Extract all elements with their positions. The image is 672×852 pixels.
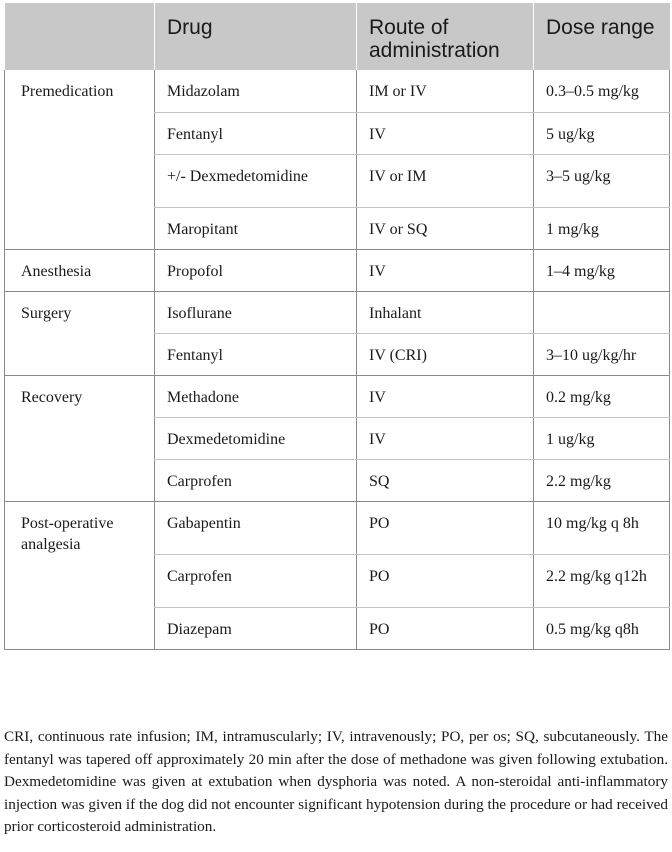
table-row: [5, 501, 670, 554]
dose-cell: [534, 501, 670, 554]
dose-value: 3–5 ug/kg: [546, 167, 611, 185]
route-value: IV: [369, 388, 386, 406]
route-cell: [357, 112, 534, 154]
drug-name: Fentanyl: [167, 346, 223, 364]
drug-name: Diazepam: [167, 620, 232, 638]
drug-name: Maropitant: [167, 220, 239, 238]
dose-value: 1 ug/kg: [546, 430, 595, 448]
dose-value: 0.5 mg/kg q8h: [546, 620, 639, 638]
route-cell: [357, 333, 534, 375]
drug-cell: [155, 249, 357, 291]
dose-cell: [534, 554, 670, 607]
table-row: [5, 375, 670, 417]
category-cell: [5, 249, 155, 291]
dose-cell: [534, 459, 670, 501]
route-cell: [357, 554, 534, 607]
dose-value: 10 mg/kg q 8h: [546, 514, 639, 532]
dose-cell: [534, 375, 670, 417]
dose-value: 2.2 mg/kg q12h: [546, 567, 647, 585]
dose-cell: [534, 607, 670, 649]
drug-cell: [155, 417, 357, 459]
drug-cell: [155, 459, 357, 501]
drug-cell: [155, 70, 357, 112]
drug-name: Carprofen: [167, 567, 232, 585]
drug-name: Carprofen: [167, 472, 232, 490]
category-cell: [5, 375, 155, 501]
drug-cell: [155, 333, 357, 375]
header-drug: Drug: [155, 3, 357, 70]
header-blank: [5, 3, 155, 70]
route-cell: [357, 501, 534, 554]
route-cell: [357, 291, 534, 333]
route-cell: [357, 607, 534, 649]
route-value: IV or IM: [369, 167, 427, 185]
table-body: [5, 70, 670, 649]
drug-name: Gabapentin: [167, 514, 241, 532]
route-cell: [357, 417, 534, 459]
drug-name: Propofol: [167, 262, 223, 280]
dose-cell: [534, 249, 670, 291]
table-header-row: [5, 3, 670, 70]
route-cell: [357, 375, 534, 417]
drug-table: [4, 3, 670, 650]
dose-cell: [534, 333, 670, 375]
drug-name: Isoflurane: [167, 304, 232, 322]
table-row: [5, 291, 670, 333]
drug-cell: [155, 501, 357, 554]
table-row: [5, 249, 670, 291]
drug-name: Dexmedetomidine: [167, 430, 286, 448]
table-footnote: CRI, continuous rate infusion; IM, intramuscularly; IV, intravenously; PO, per os; SQ, subcutaneously. The fentanyl was tapered off approximately 20 min after the dose of methadone was given following extubation. Dexmedetomidine was given at extubation when dysphoria was noted. A non-steroidal anti-inflammatory injection was given if the dog did not encounter significant hypotension during the procedure or had received prior corticosteroid administration.: [4, 728, 668, 836]
dose-value: 1 mg/kg: [546, 220, 599, 238]
drug-cell: [155, 207, 357, 249]
route-cell: [357, 207, 534, 249]
category-cell: [5, 291, 155, 375]
header-route: Route of administration: [357, 3, 534, 70]
route-value: PO: [369, 567, 390, 585]
dose-cell: [534, 112, 670, 154]
drug-name: +/- Dexmedetomidine: [167, 167, 308, 185]
table-row: [5, 70, 670, 112]
dose-value: 5 ug/kg: [546, 125, 595, 143]
route-value: IV: [369, 430, 386, 448]
drug-cell: [155, 554, 357, 607]
route-cell: [357, 70, 534, 112]
header-dose: Dose range: [534, 3, 670, 70]
route-value: IV: [369, 125, 386, 143]
dose-value: 0.2 mg/kg: [546, 388, 611, 406]
route-value: SQ: [369, 472, 390, 490]
route-cell: [357, 154, 534, 207]
category-cell: [5, 70, 155, 249]
drug-cell: [155, 607, 357, 649]
route-cell: [357, 249, 534, 291]
category-cell: [5, 501, 155, 649]
dose-value: 1–4 mg/kg: [546, 262, 615, 280]
dose-value: 3–10 ug/kg/hr: [546, 346, 637, 364]
category-label: Surgery: [21, 304, 72, 322]
dose-cell: [534, 207, 670, 249]
route-value: IV or SQ: [369, 220, 428, 238]
category-label: Premedication: [21, 83, 114, 100]
dose-cell: [534, 70, 670, 112]
dose-cell: [534, 417, 670, 459]
dose-cell: [534, 291, 670, 333]
route-cell: [357, 459, 534, 501]
route-value: IV (CRI): [369, 346, 427, 364]
drug-cell: [155, 375, 357, 417]
dose-value: 0.3–0.5 mg/kg: [546, 83, 639, 100]
dose-value: 2.2 mg/kg: [546, 472, 611, 490]
category-label: Post-operative analgesia: [21, 514, 114, 553]
drug-name: Midazolam: [167, 83, 240, 100]
dose-cell: [534, 154, 670, 207]
drug-name: Fentanyl: [167, 125, 223, 143]
category-label: Recovery: [21, 388, 83, 406]
drug-cell: [155, 112, 357, 154]
route-value: Inhalant: [369, 304, 422, 322]
route-value: PO: [369, 620, 390, 638]
route-value: IV: [369, 262, 386, 280]
category-label: Anesthesia: [21, 262, 92, 280]
drug-cell: [155, 154, 357, 207]
dose-value: [546, 292, 661, 303]
drug-cell: [155, 291, 357, 333]
drug-name: Methadone: [167, 388, 239, 406]
route-value: IM or IV: [369, 83, 427, 100]
route-value: PO: [369, 514, 390, 532]
